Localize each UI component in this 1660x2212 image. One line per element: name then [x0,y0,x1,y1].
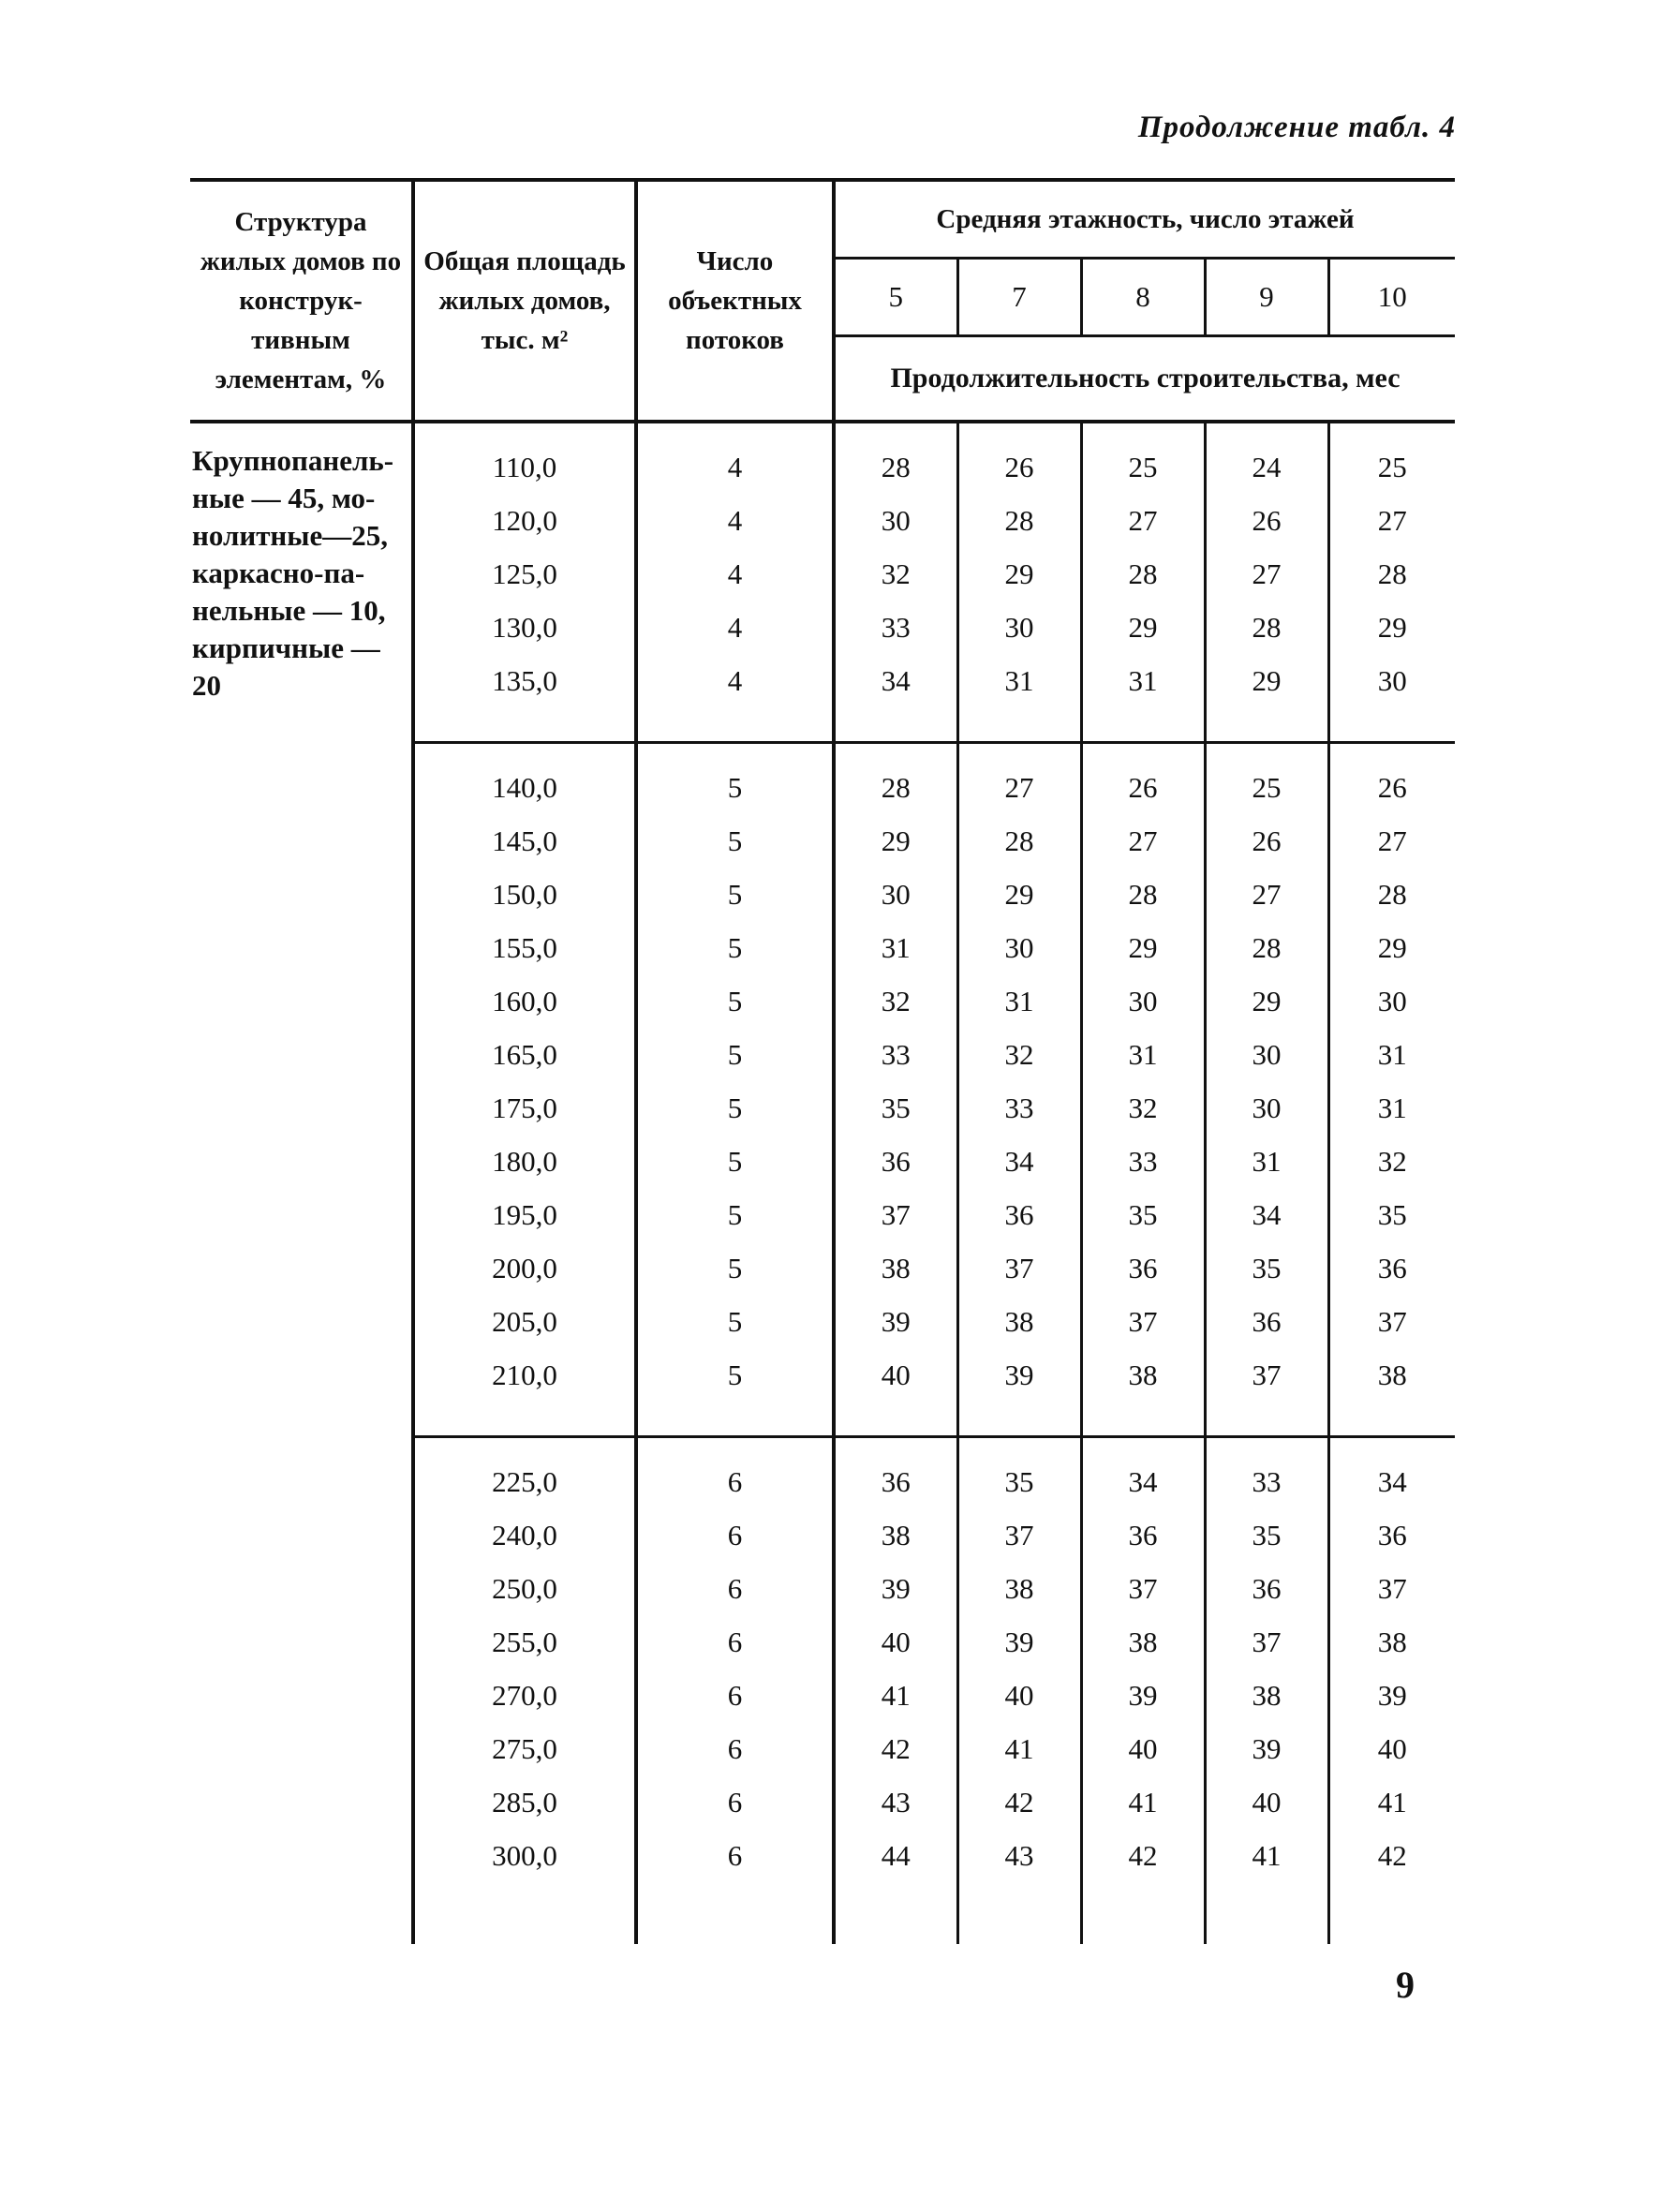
flows-cell: 5 [636,1188,834,1241]
duration-cell: 34 [1328,1437,1455,1509]
spacer-cell [413,1916,636,1944]
duration-cell: 30 [1328,654,1455,743]
duration-cell: 32 [834,547,957,601]
area-cell: 240,0 [413,1508,636,1562]
flows-cell: 6 [636,1508,834,1562]
construction-duration-table [190,178,1455,1944]
duration-cell: 36 [957,1188,1081,1241]
duration-cell: 35 [1328,1188,1455,1241]
duration-cell: 38 [834,1241,957,1295]
duration-cell: 35 [1205,1241,1328,1295]
flows-cell: 4 [636,494,834,547]
duration-cell: 38 [834,1508,957,1562]
area-cell: 130,0 [413,601,636,654]
duration-cell: 37 [1081,1562,1205,1615]
duration-cell: 35 [834,1081,957,1135]
duration-cell: 28 [957,494,1081,547]
duration-cell: 29 [834,814,957,868]
flows-cell: 4 [636,422,834,494]
duration-cell: 41 [1328,1775,1455,1829]
header-area: Общая площадь жилых домов, тыс. м² [413,180,636,422]
duration-cell: 37 [1205,1615,1328,1669]
flows-cell: 6 [636,1669,834,1722]
duration-cell: 26 [1328,743,1455,815]
duration-cell: 26 [1081,743,1205,815]
duration-cell: 34 [1081,1437,1205,1509]
duration-cell: 29 [1328,921,1455,974]
area-cell: 285,0 [413,1775,636,1829]
duration-cell: 43 [834,1775,957,1829]
duration-cell: 30 [957,921,1081,974]
header-floor-10: 10 [1328,259,1455,336]
area-cell: 135,0 [413,654,636,743]
duration-cell: 37 [1205,1348,1328,1437]
duration-cell: 37 [834,1188,957,1241]
header-structure: Структура жилых домов по конструк-тивным элементам, % [190,180,413,422]
duration-cell: 36 [1328,1241,1455,1295]
flows-cell: 5 [636,743,834,815]
duration-cell: 28 [1328,547,1455,601]
duration-cell: 35 [1205,1508,1328,1562]
duration-cell: 34 [957,1135,1081,1188]
duration-cell: 28 [1205,601,1328,654]
duration-cell: 29 [1081,921,1205,974]
duration-cell: 40 [834,1615,957,1669]
duration-cell: 28 [1205,921,1328,974]
duration-cell: 39 [957,1615,1081,1669]
duration-cell: 24 [1205,422,1328,494]
duration-cell: 29 [1205,654,1328,743]
page-number: 9 [1396,1964,1415,2006]
area-cell: 150,0 [413,868,636,921]
flows-cell: 5 [636,1135,834,1188]
area-cell: 145,0 [413,814,636,868]
duration-cell: 27 [957,743,1081,815]
duration-cell: 25 [1328,422,1455,494]
duration-cell: 42 [834,1722,957,1775]
duration-cell: 29 [957,547,1081,601]
duration-cell: 44 [834,1829,957,1916]
duration-cell: 36 [1205,1562,1328,1615]
duration-cell: 41 [1205,1829,1328,1916]
duration-cell: 36 [1081,1508,1205,1562]
duration-cell: 28 [1081,547,1205,601]
duration-cell: 35 [1081,1188,1205,1241]
header-duration: Продолжительность строительства, мес [834,336,1455,423]
duration-cell: 37 [1081,1295,1205,1348]
area-cell: 210,0 [413,1348,636,1437]
duration-cell: 38 [1328,1615,1455,1669]
duration-cell: 40 [1328,1722,1455,1775]
duration-cell: 42 [1081,1829,1205,1916]
flows-cell: 6 [636,1775,834,1829]
flows-cell: 5 [636,921,834,974]
flows-cell: 5 [636,814,834,868]
area-cell: 175,0 [413,1081,636,1135]
duration-cell: 28 [1328,868,1455,921]
duration-cell: 39 [1081,1669,1205,1722]
table-header [190,180,1455,422]
construction-duration-table-wrapper [190,178,1455,1944]
duration-cell: 35 [957,1437,1081,1509]
duration-cell: 29 [1081,601,1205,654]
duration-cell: 37 [1328,1562,1455,1615]
flows-cell: 5 [636,868,834,921]
area-cell: 300,0 [413,1829,636,1916]
header-floor-8: 8 [1081,259,1205,336]
duration-cell: 30 [1328,974,1455,1028]
duration-cell: 40 [957,1669,1081,1722]
area-cell: 160,0 [413,974,636,1028]
duration-cell: 39 [834,1562,957,1615]
header-floor-7: 7 [957,259,1081,336]
duration-cell: 39 [834,1295,957,1348]
area-cell: 155,0 [413,921,636,974]
area-cell: 205,0 [413,1295,636,1348]
duration-cell: 27 [1081,814,1205,868]
duration-cell: 39 [1205,1722,1328,1775]
duration-cell: 27 [1328,494,1455,547]
duration-cell: 31 [1205,1135,1328,1188]
flows-cell: 5 [636,1241,834,1295]
structure-cell: Крупнопанель-ные — 45, мо-нолитные—25, каркасно-па-нельные — 10, кирпичные — 20 [192,444,394,702]
header-floors-title: Средняя этажность, число этажей [834,180,1455,259]
duration-cell: 38 [957,1562,1081,1615]
duration-cell: 26 [1205,494,1328,547]
area-cell: 125,0 [413,547,636,601]
duration-cell: 33 [1205,1437,1328,1509]
flows-cell: 5 [636,1348,834,1437]
table-body [190,422,1455,1944]
duration-cell: 28 [1081,868,1205,921]
header-flows: Число объектных потоков [636,180,834,422]
duration-cell: 41 [1081,1775,1205,1829]
duration-cell: 31 [957,974,1081,1028]
flows-cell: 5 [636,1295,834,1348]
duration-cell: 28 [834,422,957,494]
flows-cell: 4 [636,547,834,601]
flows-cell: 6 [636,1615,834,1669]
duration-cell: 32 [1328,1135,1455,1188]
flows-cell: 4 [636,654,834,743]
duration-cell: 38 [1328,1348,1455,1437]
duration-cell: 27 [1205,868,1328,921]
spacer-cell [636,1916,834,1944]
duration-cell: 42 [957,1775,1081,1829]
area-cell: 225,0 [413,1437,636,1509]
duration-cell: 32 [1081,1081,1205,1135]
duration-cell: 27 [1081,494,1205,547]
table-row [190,422,1455,494]
duration-cell: 38 [1081,1615,1205,1669]
duration-cell: 36 [834,1135,957,1188]
duration-cell: 40 [834,1348,957,1437]
spacer-cell [1328,1916,1455,1944]
duration-cell: 31 [1328,1081,1455,1135]
duration-cell: 32 [957,1028,1081,1081]
duration-cell: 25 [1081,422,1205,494]
duration-cell: 36 [834,1437,957,1509]
duration-cell: 42 [1328,1829,1455,1916]
area-cell: 165,0 [413,1028,636,1081]
flows-cell: 5 [636,1028,834,1081]
area-cell: 275,0 [413,1722,636,1775]
duration-cell: 39 [957,1348,1081,1437]
duration-cell: 27 [1205,547,1328,601]
duration-cell: 30 [834,868,957,921]
duration-cell: 40 [1081,1722,1205,1775]
duration-cell: 29 [1205,974,1328,1028]
flows-cell: 6 [636,1722,834,1775]
area-cell: 255,0 [413,1615,636,1669]
duration-cell: 38 [1081,1348,1205,1437]
duration-cell: 34 [1205,1188,1328,1241]
flows-cell: 4 [636,601,834,654]
area-cell: 120,0 [413,494,636,547]
table-caption: Продолжение табл. 4 [1137,111,1456,144]
duration-cell: 28 [834,743,957,815]
duration-cell: 39 [1328,1669,1455,1722]
area-cell: 200,0 [413,1241,636,1295]
duration-cell: 37 [1328,1295,1455,1348]
spacer-cell [1081,1916,1205,1944]
duration-cell: 27 [1328,814,1455,868]
duration-cell: 33 [1081,1135,1205,1188]
duration-cell: 38 [957,1295,1081,1348]
duration-cell: 32 [834,974,957,1028]
spacer-cell [1205,1916,1328,1944]
duration-cell: 26 [957,422,1081,494]
duration-cell: 26 [1205,814,1328,868]
spacer-cell [834,1916,957,1944]
area-cell: 195,0 [413,1188,636,1241]
duration-cell: 30 [1081,974,1205,1028]
duration-cell: 28 [957,814,1081,868]
duration-cell: 30 [1205,1081,1328,1135]
duration-cell: 31 [957,654,1081,743]
duration-cell: 31 [834,921,957,974]
duration-cell: 41 [957,1722,1081,1775]
duration-cell: 31 [1081,1028,1205,1081]
duration-cell: 30 [834,494,957,547]
duration-cell: 30 [1205,1028,1328,1081]
area-cell: 270,0 [413,1669,636,1722]
duration-cell: 34 [834,654,957,743]
duration-cell: 29 [1328,601,1455,654]
duration-cell: 31 [1081,654,1205,743]
duration-cell: 37 [957,1241,1081,1295]
flows-cell: 5 [636,974,834,1028]
duration-cell: 43 [957,1829,1081,1916]
area-cell: 140,0 [413,743,636,815]
duration-cell: 33 [957,1081,1081,1135]
duration-cell: 30 [957,601,1081,654]
duration-cell: 33 [834,1028,957,1081]
duration-cell: 31 [1328,1028,1455,1081]
header-floor-9: 9 [1205,259,1328,336]
area-cell: 180,0 [413,1135,636,1188]
duration-cell: 40 [1205,1775,1328,1829]
duration-cell: 38 [1205,1669,1328,1722]
duration-cell: 36 [1205,1295,1328,1348]
area-cell: 110,0 [413,422,636,494]
flows-cell: 5 [636,1081,834,1135]
header-floor-5: 5 [834,259,957,336]
flows-cell: 6 [636,1437,834,1509]
spacer-cell [957,1916,1081,1944]
flows-cell: 6 [636,1829,834,1916]
flows-cell: 6 [636,1562,834,1615]
duration-cell: 41 [834,1669,957,1722]
duration-cell: 25 [1205,743,1328,815]
duration-cell: 37 [957,1508,1081,1562]
duration-cell: 33 [834,601,957,654]
area-cell: 250,0 [413,1562,636,1615]
duration-cell: 29 [957,868,1081,921]
duration-cell: 36 [1081,1241,1205,1295]
duration-cell: 36 [1328,1508,1455,1562]
